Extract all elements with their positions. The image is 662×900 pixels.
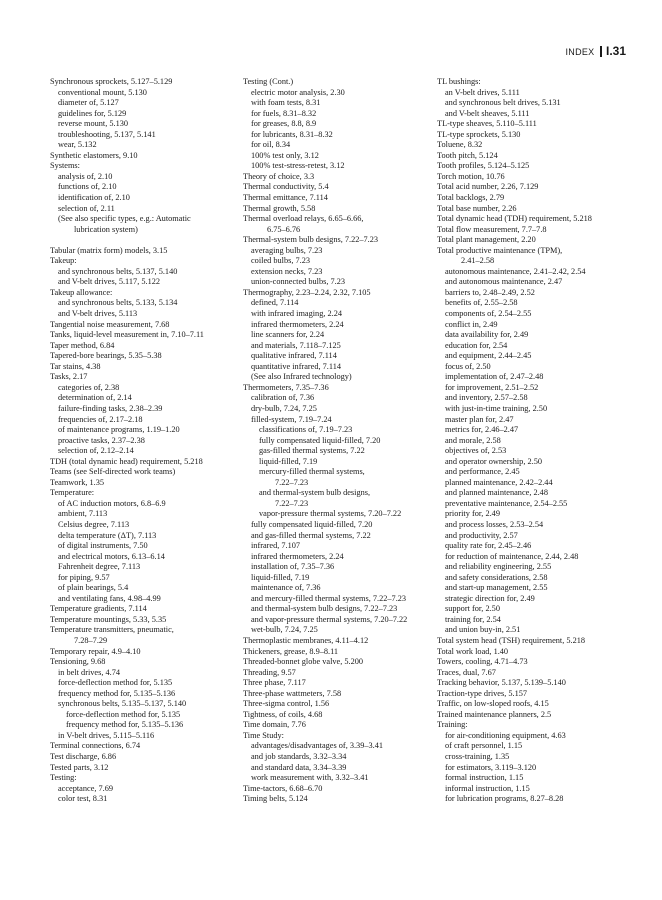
index-spacer (50, 235, 240, 246)
index-subentry: for improvement, 2.51–2.52 (445, 382, 539, 392)
index-subentry: and V-belt sheaves, 5.111 (445, 108, 530, 118)
header-title: INDEX (565, 47, 595, 57)
index-subentry: force-deflection method for, 5.135 (66, 709, 181, 719)
index-subentry: synchronous belts, 5.135–5.137, 5.140 (58, 699, 187, 709)
index-subentry: conventional mount, 5.130 (58, 87, 147, 97)
index-subentry: cross-training, 1.35 (445, 752, 510, 761)
index-subentry: in V-belt drives, 5.115–5.116 (58, 730, 155, 740)
index-subentry: priority for, 2.49 (445, 509, 500, 519)
index-entry: Tracking behavior, 5.137, 5.139–5.140 (437, 678, 566, 688)
index-subentry: education for, 2.54 (445, 340, 508, 350)
index-subentry: advantages/disadvantages of, 3.39–3.41 (251, 741, 384, 751)
index-entry: Tooth profiles, 5.124–5.125 (437, 161, 530, 171)
index-subentry: and planned maintenance, 2.48 (445, 488, 548, 498)
index-subentry: wet-bulb, 7.24, 7.25 (251, 625, 318, 635)
index-subentry: autonomous maintenance, 2.41–2.42, 2.54 (445, 266, 586, 276)
index-subentry: infrared thermometers, 2.24 (251, 551, 344, 561)
index-subentry: for oil, 8.34 (251, 140, 291, 150)
index-subentry: and gas-filled thermal systems, 7.22 (251, 530, 371, 540)
index-subentry: and inventory, 2.57–2.58 (445, 393, 528, 403)
index-subentry: and electrical motors, 6.13–6.14 (58, 551, 165, 561)
index-entry: Systems: (50, 161, 80, 171)
index-subentry: in belt drives, 4.74 (58, 667, 120, 677)
index-subentry: liquid-filled, 7.19 (251, 572, 310, 582)
index-entry: Traffic, on low-sloped roofs, 4.15 (437, 699, 549, 709)
index-subentry: (See also Infrared technology) (251, 372, 352, 382)
index-entry: Training: (437, 720, 468, 730)
index-entry: Temperature gradients, 7.114 (50, 604, 147, 614)
index-entry: Tar stains, 4.38 (50, 361, 101, 371)
index-entry: Temperature: (50, 488, 95, 498)
index-entry: Terminal connections, 6.74 (50, 741, 141, 751)
index-subentry: qualitative infrared, 7.114 (251, 351, 337, 361)
index-subentry: preventative maintenance, 2.54–2.55 (445, 498, 568, 508)
index-entry: Total system head (TSH) requirement, 5.218 (437, 635, 586, 645)
index-subentry: for reduction of maintenance, 2.44, 2.48 (445, 551, 579, 561)
index-entry: Torch motion, 10.76 (437, 171, 505, 181)
index-entry: Traces, dual, 7.67 (437, 667, 496, 677)
index-entry: Tested parts, 3.12 (50, 762, 109, 772)
index-entry: Towers, cooling, 4.71–4.73 (437, 657, 528, 667)
index-subentry: lubrication system) (74, 224, 138, 234)
index-subentry: metrics for, 2.46–2.47 (445, 425, 519, 435)
index-subentry: identification of, 2.10 (58, 193, 130, 203)
index-subentry: conflict in, 2.49 (445, 319, 498, 329)
index-subentry: 7.28–7.29 (74, 635, 108, 645)
index-entry: Three-sigma control, 1.56 (243, 699, 330, 709)
index-subentry: infrared, 7.107 (251, 541, 301, 551)
index-entry: Theory of choice, 3.3 (243, 171, 315, 181)
index-entry: TDH (total dynamic head) requirement, 5.218 (50, 456, 203, 466)
index-subentry: color test, 8.31 (58, 794, 108, 804)
index-subentry: of AC induction motors, 6.8–6.9 (58, 498, 166, 508)
index-subentry: functions of, 2.10 (58, 182, 117, 192)
index-subentry: of craft personnel, 1.15 (445, 741, 523, 751)
index-subentry: an V-belt drives, 5.111 (445, 87, 520, 97)
index-subentry: guidelines for, 5.129 (58, 108, 127, 118)
index-subentry: and productivity, 2.57 (445, 530, 518, 540)
index-subentry: proactive tasks, 2.37–2.38 (58, 435, 145, 445)
index-subentry: and union buy-in, 2.51 (445, 625, 521, 635)
index-entry: Total dynamic head (TDH) requirement, 5.218 (437, 214, 592, 224)
index-subentry: strategic direction for, 2.49 (445, 593, 535, 603)
index-subentry: and thermal-system bulb designs, (259, 488, 371, 498)
index-subentry: and job standards, 3.32–3.34 (251, 752, 347, 761)
page-number: I.31 (605, 44, 626, 58)
index-subentry: of digital instruments, 7.50 (58, 541, 148, 551)
index-subentry: benefits of, 2.55–2.58 (445, 298, 518, 308)
index-subentry: gas-filled thermal systems, 7.22 (259, 446, 365, 456)
index-subentry: liquid-filled, 7.19 (259, 456, 318, 466)
index-subentry: and ventilating fans, 4.98–4.99 (58, 593, 161, 603)
index-subentry: filled-system, 7.19–7.24 (251, 414, 332, 424)
index-entry: Taper method, 6.84 (50, 340, 115, 350)
index-entry: Total work load, 1.40 (437, 646, 509, 656)
index-column-2 (243, 77, 433, 805)
index-subentry: 7.22–7.23 (275, 477, 309, 487)
index-subentry: formal instruction, 1.15 (445, 773, 524, 783)
index-entry: Takeup allowance: (50, 287, 113, 297)
index-subentry: union-connected bulbs, 7.23 (251, 277, 346, 287)
index-subentry: with foam tests, 8.31 (251, 98, 321, 108)
index-subentry: averaging bulbs, 7.23 (251, 245, 323, 255)
index-subentry: calibration of, 7.36 (251, 393, 315, 403)
index-subentry: Celsius degree, 7.113 (58, 519, 130, 529)
index-subentry: master plan for, 2.47 (445, 414, 514, 424)
index-entry: Teams (see Self-directed work teams) (50, 467, 176, 477)
index-subentry: and mercury-filled thermal systems, 7.22–7.23 (251, 593, 407, 603)
index-subentry: selection of, 2.12–2.14 (58, 446, 134, 456)
index-entry: Tightness, of coils, 4.68 (243, 709, 323, 719)
index-subentry: with just-in-time training, 2.50 (445, 403, 548, 413)
index-entry: TL-type sprockets, 5.130 (437, 129, 521, 139)
index-subentry: Fahrenheit degree, 7.113 (58, 562, 141, 572)
index-subentry: for estimators, 3.119–3.120 (445, 762, 537, 772)
index-entry: Testing (Cont.) (243, 77, 294, 86)
index-subentry: and safety considerations, 2.58 (445, 572, 548, 582)
index-subentry: determination of, 2.14 (58, 393, 132, 403)
index-subentry: support for, 2.50 (445, 604, 500, 614)
index-entry: Thermoplastic membranes, 4.11–4.12 (243, 635, 369, 645)
index-entry: Threaded-bonnet globe valve, 5.200 (243, 657, 364, 667)
index-subentry: planned maintenance, 2.42–2.44 (445, 477, 553, 487)
index-subentry: implementation of, 2.47–2.48 (445, 372, 544, 382)
index-entry: Synthetic elastomers, 9.10 (50, 150, 138, 160)
index-subentry: training for, 2.54 (445, 614, 501, 624)
index-subentry: and process losses, 2.53–2.54 (445, 519, 544, 529)
index-entry: Tasks, 2.17 (50, 372, 88, 382)
index-subentry: for lubrication programs, 8.27–8.28 (445, 794, 564, 804)
index-subentry: diameter of, 5.127 (58, 98, 119, 108)
index-subentry: and morale, 2.58 (445, 435, 501, 445)
index-entry: Thermal conductivity, 5.4 (243, 182, 329, 192)
index-subentry: with infrared imaging, 2.24 (251, 309, 343, 319)
index-subentry: 7.22–7.23 (275, 498, 309, 508)
index-column-3 (437, 77, 627, 805)
index-entry: Three phase, 7.117 (243, 678, 306, 688)
index-entry: TL bushings: (437, 77, 481, 86)
index-subentry: mercury-filled thermal systems, (259, 467, 365, 477)
index-entry: Total backlogs, 2.79 (437, 193, 505, 203)
index-subentry: wear, 5.132 (58, 140, 97, 150)
index-subentry: work measurement with, 3.32–3.41 (251, 773, 369, 783)
index-subentry: force-deflection method for, 5.135 (58, 678, 173, 688)
index-subentry: defined, 7.114 (251, 298, 299, 308)
index-subentry: components of, 2.54–2.55 (445, 309, 532, 319)
index-entry: Synchronous sprockets, 5.127–5.129 (50, 77, 173, 86)
index-entry: Temperature mountings, 5.33, 5.35 (50, 614, 167, 624)
index-subentry: troubleshooting, 5.137, 5.141 (58, 129, 156, 139)
index-subentry: coiled bulbs, 7.23 (251, 256, 310, 266)
index-entry: Tabular (matrix form) models, 3.15 (50, 245, 168, 255)
index-subentry: categories of, 2.38 (58, 382, 120, 392)
index-subentry: acceptance, 7.69 (58, 783, 114, 793)
index-subentry: electric motor analysis, 2.30 (251, 87, 345, 97)
index-subentry: for air-conditioning equipment, 4.63 (445, 730, 566, 740)
index-entry: Tensioning, 9.68 (50, 657, 106, 667)
index-entry: Thermal growth, 5.58 (243, 203, 316, 213)
index-subentry: informal instruction, 1.15 (445, 783, 530, 793)
index-subentry: of plain bearings, 5.4 (58, 583, 129, 593)
index-subentry: quality rate for, 2.45–2.46 (445, 541, 532, 551)
index-entry: Tanks, liquid-level measurement in, 7.10–7.11 (50, 330, 204, 340)
index-subentry: 6.75–6.76 (267, 224, 301, 234)
index-subentry: maintenance of, 7.36 (251, 583, 321, 593)
index-column-1 (50, 77, 240, 805)
index-subentry: infrared thermometers, 2.24 (251, 319, 344, 329)
index-subentry: and standard data, 3.34–3.39 (251, 762, 347, 772)
header-divider (600, 46, 602, 57)
index-subentry: and operator ownership, 2.50 (445, 456, 543, 466)
index-subentry: barriers to, 2.48–2.49, 2.52 (445, 287, 535, 297)
index-columns (50, 77, 640, 877)
index-subentry: and V-belt drives, 5.113 (58, 309, 138, 319)
index-subentry: quantitative infrared, 7.114 (251, 361, 342, 371)
index-subentry: and thermal-system bulb designs, 7.22–7.23 (251, 604, 398, 614)
index-subentry: and autonomous maintenance, 2.47 (445, 277, 563, 287)
index-subentry: for lubricants, 8.31–8.32 (251, 129, 333, 139)
index-subentry: extension necks, 7.23 (251, 266, 323, 276)
index-entry: Testing: (50, 773, 77, 783)
index-subentry: of maintenance programs, 1.19–1.20 (58, 425, 180, 435)
index-entry: Thermography, 2.23–2.24, 2.32, 7.105 (243, 287, 371, 297)
index-subentry: objectives of, 2.53 (445, 446, 507, 456)
index-entry: Total plant management, 2.20 (437, 235, 536, 245)
index-subentry: frequency method for, 5.135–5.136 (66, 720, 184, 730)
index-subentry: data availability for, 2.49 (445, 330, 529, 340)
index-subentry: fully compensated liquid-filled, 7.20 (259, 435, 381, 445)
index-subentry: 100% test-stress-retest, 3.12 (251, 161, 345, 171)
index-subentry: and synchronous belts, 5.137, 5.140 (58, 266, 178, 276)
index-entry: Teamwork, 1.35 (50, 477, 105, 487)
index-entry: Trained maintenance planners, 2.5 (437, 709, 552, 719)
index-subentry: dry-bulb, 7.24, 7.25 (251, 403, 317, 413)
index-subentry: analysis of, 2.10 (58, 171, 113, 181)
index-entry: Thickeners, grease, 8.9–8.11 (243, 646, 339, 656)
index-subentry: and materials, 7.118–7.125 (251, 340, 341, 350)
index-entry: Traction-type drives, 5.157 (437, 688, 528, 698)
index-entry: Thermal-system bulb designs, 7.22–7.23 (243, 235, 379, 245)
index-subentry: 100% test only, 3.12 (251, 150, 319, 160)
index-subentry: and V-belt drives, 5.117, 5.122 (58, 277, 161, 287)
index-subentry: and synchronous belt drives, 5.131 (445, 98, 561, 108)
index-subentry: and vapor-pressure thermal systems, 7.20–7.22 (251, 614, 408, 624)
index-subentry: selection of, 2.11 (58, 203, 115, 213)
index-subentry: fully compensated liquid-filled, 7.20 (251, 519, 373, 529)
index-subentry: frequency method for, 5.135–5.136 (58, 688, 176, 698)
index-subentry: (See also specific types, e.g.: Automatic (58, 214, 191, 224)
index-entry: Tangential noise measurement, 7.68 (50, 319, 170, 329)
index-entry: Time Study: (243, 730, 284, 740)
index-subentry: frequencies of, 2.17–2.18 (58, 414, 143, 424)
index-subentry: ambient, 7.113 (58, 509, 108, 519)
index-subentry: delta temperature (ΔT), 7.113 (58, 530, 157, 540)
index-subentry: for piping, 9.57 (58, 572, 110, 582)
index-subentry: reverse mount, 5.130 (58, 119, 129, 129)
index-entry: Tapered-bore bearings, 5.35–5.38 (50, 351, 162, 361)
index-entry: TL-type sheaves, 5.110–5.111 (437, 119, 537, 129)
index-subentry: and synchronous belts, 5.133, 5.134 (58, 298, 178, 308)
index-subentry: and performance, 2.45 (445, 467, 520, 477)
index-subentry: and equipment, 2.44–2.45 (445, 351, 532, 361)
index-subentry: focus of, 2.50 (445, 361, 491, 371)
index-entry: Total productive maintenance (TPM), (437, 245, 563, 255)
index-entry: Tooth pitch, 5.124 (437, 150, 498, 160)
index-subentry: failure-finding tasks, 2.38–2.39 (58, 403, 163, 413)
index-entry: Total base number, 2.26 (437, 203, 517, 213)
index-entry: Toluene, 8.32 (437, 140, 483, 150)
index-entry: Total acid number, 2.26, 7.129 (437, 182, 539, 192)
index-entry: Thermal emittance, 7.114 (243, 193, 328, 203)
index-subentry: installation of, 7.35–7.36 (251, 562, 335, 572)
index-entry: Thermal overload relays, 6.65–6.66, (243, 214, 364, 224)
index-subentry: and start-up management, 2.55 (445, 583, 548, 593)
index-entry: Total flow measurement, 7.7–7.8 (437, 224, 547, 234)
index-entry: Temperature transmitters, pneumatic, (50, 625, 174, 635)
index-subentry: line scanners for, 2.24 (251, 330, 325, 340)
index-entry: Three-phase wattmeters, 7.58 (243, 688, 342, 698)
index-subentry: for greases, 8.8, 8.9 (251, 119, 317, 129)
index-subentry: classifications of, 7.19–7.23 (259, 425, 353, 435)
index-subentry: for fuels, 8.31–8.32 (251, 108, 317, 118)
index-entry: Threading, 9.57 (243, 667, 296, 677)
index-entry: Temporary repair, 4.9–4.10 (50, 646, 141, 656)
index-entry: Test discharge, 6.86 (50, 752, 117, 761)
index-subentry: vapor-pressure thermal systems, 7.20–7.22 (259, 509, 402, 519)
index-entry: Takeup: (50, 256, 77, 266)
page-header (565, 44, 626, 58)
index-entry: Timing belts, 5.124 (243, 794, 308, 804)
index-subentry: and reliability engineering, 2.55 (445, 562, 552, 572)
index-subentry: 2.41–2.58 (461, 256, 495, 266)
index-entry: Time-tactors, 6.68–6.70 (243, 783, 323, 793)
index-entry: Time domain, 7.76 (243, 720, 306, 730)
index-entry: Thermometers, 7.35–7.36 (243, 382, 329, 392)
